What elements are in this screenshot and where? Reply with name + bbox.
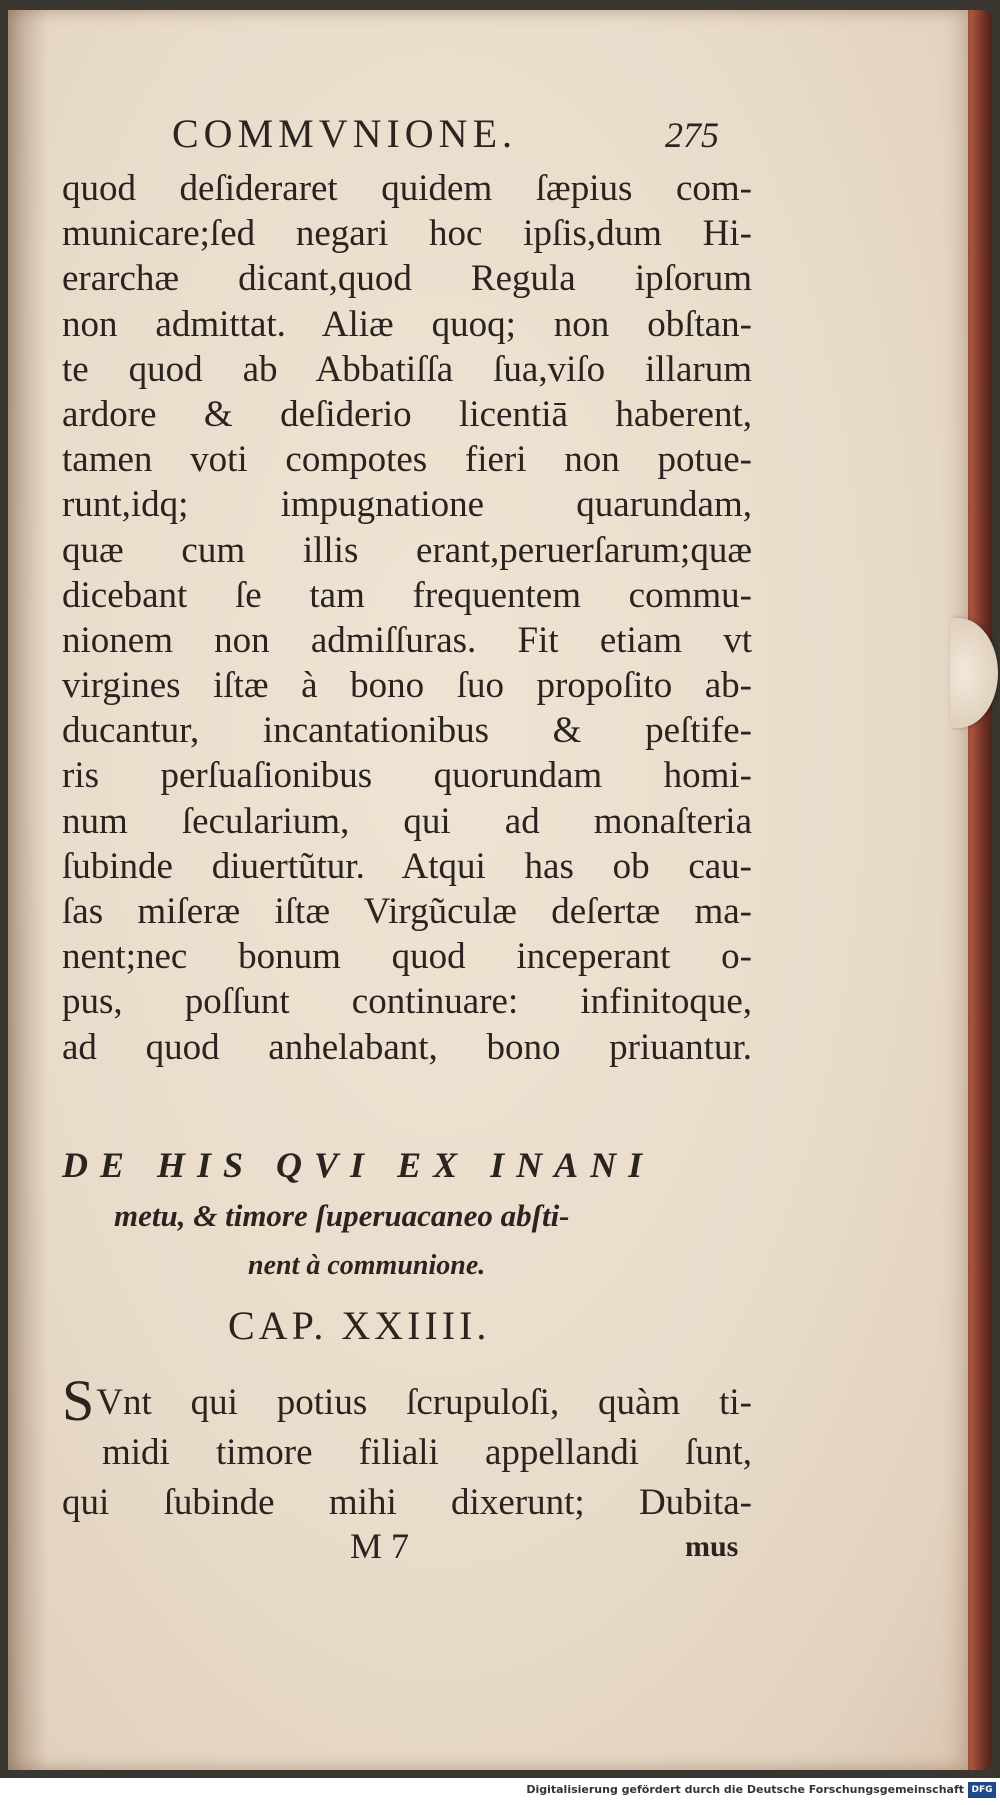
heading-line: nent à communione.	[248, 1250, 486, 1281]
catchword: mus	[685, 1530, 739, 1563]
running-head-title: COMMVNIONE.	[172, 111, 517, 156]
text-line: quæ cum illis erant,peruerſarum;quæ	[62, 529, 752, 571]
text-line	[62, 1368, 752, 1433]
text-line: ſubinde diuertũtur. Atqui has ob cau-	[62, 845, 752, 887]
footer-bar	[0, 1778, 1000, 1805]
body-text	[62, 166, 752, 1070]
drop-cap: S	[62, 1368, 95, 1433]
text-line: dicebant ſe tam frequentem commu-	[62, 574, 752, 616]
page-number: 275	[665, 115, 719, 155]
text-line: virgines iſtæ à bono ſuo propoſito ab-	[62, 665, 752, 707]
text-line: municare;ſed negari hoc ipſis,dum Hi-	[62, 213, 752, 255]
text-line: erarchæ dicant,quod Regula ipſorum	[62, 258, 752, 300]
text-line: non admittat. Aliæ quoq; non obſtan-	[62, 303, 752, 345]
text-line: quod deſideraret quidem ſæpius com-	[62, 168, 752, 209]
text-line: ardore & deſiderio licentiā haberent,	[62, 393, 752, 435]
text-line: midi timore filiali appellandi ſunt,	[102, 1432, 752, 1473]
text-line: pus, poſſunt continuare: infinitoque,	[62, 981, 752, 1023]
text-line: nent;nec bonum quod inceperant o-	[62, 936, 752, 978]
chapter-heading: CAP. XXIIII.	[228, 1303, 491, 1348]
text-line: qui ſubinde mihi dixerunt; Dubita-	[62, 1482, 752, 1523]
heading-line: metu, & timore ſuperuacaneo abſti-	[114, 1198, 570, 1233]
signature-mark: M 7	[350, 1526, 410, 1566]
text-line: tamen voti compotes fieri non potue-	[62, 439, 752, 481]
text-line: ducantur, incantationibus & peſtife-	[62, 710, 752, 752]
text-line: te quod ab Abbatiſſa ſua,viſo illarum	[62, 348, 752, 390]
text-line: runt,idq; impugnatione quarundam,	[62, 484, 752, 526]
text-line: ſas miſeræ iſtæ Virgũculæ deſertæ ma-	[62, 891, 752, 932]
running-head	[60, 110, 760, 160]
chapter-text	[62, 1368, 752, 1528]
text-line: nionem non admiſſuras. Fit etiam vt	[62, 619, 752, 661]
text-line-content: Vnt qui potius ſcrupuloſi, quàm ti-	[96, 1382, 752, 1423]
dfg-logo-icon: DFG	[968, 1782, 996, 1798]
section-heading	[62, 1140, 762, 1290]
page-gutter-shadow	[8, 10, 48, 1770]
funding-credit: Digitalisierung gefördert durch die Deutsche Forschungsgemeinschaft	[526, 1783, 964, 1796]
text-line: ris perſuaſionibus quorundam homi-	[62, 755, 752, 797]
heading-line: DE HIS QVI EX INANI	[62, 1145, 655, 1185]
text-line: ad quod anhelabant, bono priuantur.	[62, 1026, 752, 1068]
text-line: num ſecularium, qui ad monaſteria	[62, 800, 752, 842]
